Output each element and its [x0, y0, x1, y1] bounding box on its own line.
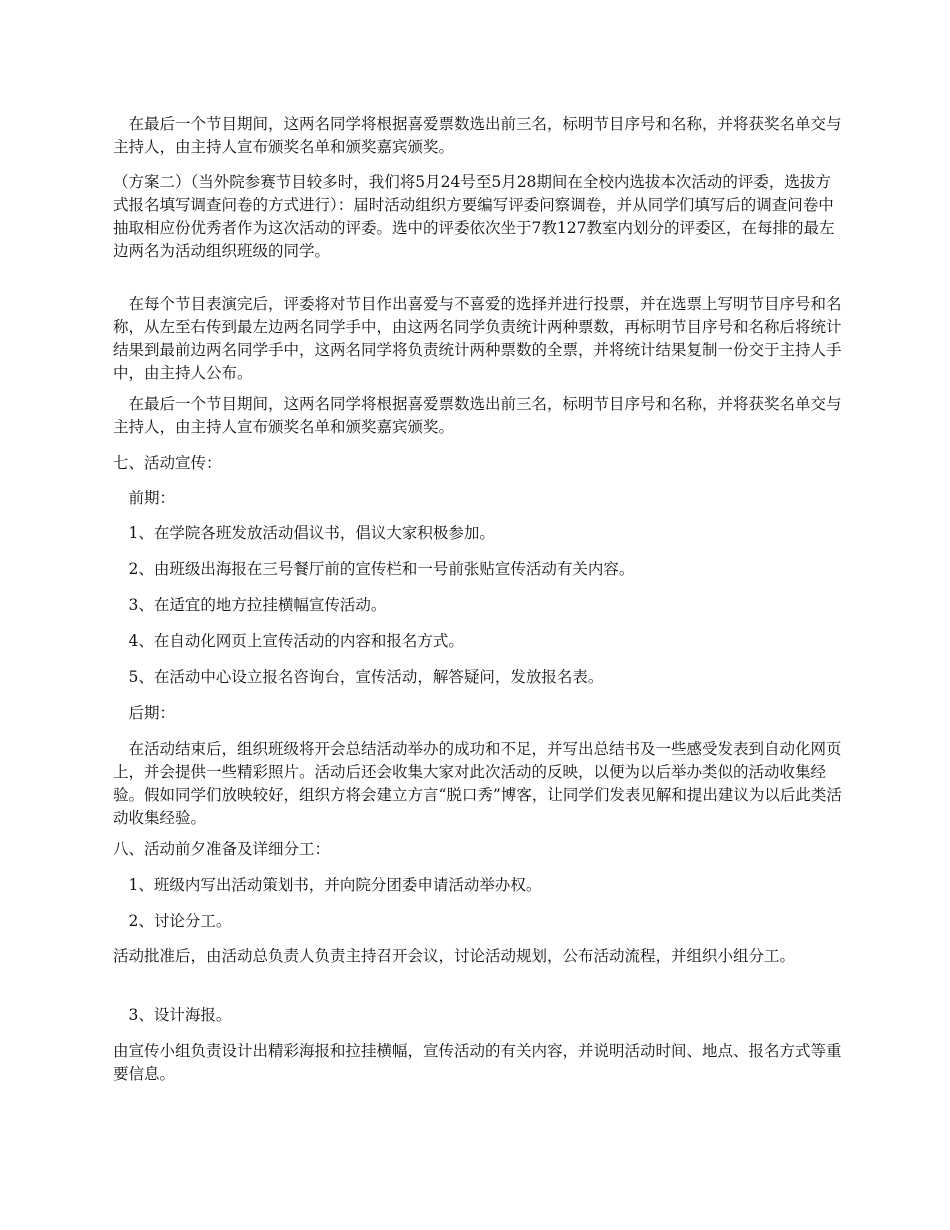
paragraph-plan-two: （方案二）（当外院参赛节目较多时，我们将5月24号至5月28期间在全校内选拔本次活动的评委，选拔方式报名填写调查问卷的方式进行）：届时活动组织方要编写评委问察调卷，并从同学们填写后的调查问卷中抽取相应份优秀者作为这次活动的评委。选中的评委依次坐于7教127教室内划分的评委区，在每排的最左边两名为活动组织班级的同学。 [113, 173, 835, 260]
section-heading-publicity: 七、活动宣传： [113, 454, 222, 472]
paragraph-award-announcement-2: 在最后一个节目期间，这两名同学将根据喜爱票数选出前三名，标明节目序号和名称，并将获奖名单交与主持人，由主持人宣布颁奖名单和颁奖嘉宾颁奖。 [113, 395, 842, 436]
paragraph-poster-design: 由宣传小组负责设计出精彩海报和拉挂横幅，宣传活动的有关内容，并说明活动时间、地点、报名方式等重要信息。 [113, 1042, 842, 1083]
list-item-publicity-1: 1、在学院各班发放活动倡议书，倡议大家积极参加。 [113, 524, 495, 542]
list-item-preparation-1: 1、班级内写出活动策划书，并向院分团委申请活动举办权。 [113, 876, 542, 894]
list-item-preparation-2: 2、讨论分工。 [113, 912, 232, 930]
subheading-early-stage: 前期： [113, 489, 176, 507]
list-item-preparation-3: 3、设计海报。 [113, 1006, 232, 1024]
subheading-later-stage: 后期： [113, 704, 176, 722]
list-item-publicity-2: 2、由班级出海报在三号餐厅前的宣传栏和一号前张贴宣传活动有关内容。 [113, 560, 635, 578]
paragraph-post-event-summary: 在活动结束后，组织班级将开会总结活动举办的成功和不足，并写出总结书及一些感受发表到自动化网页上，并会提供一些精彩照片。活动后还会收集大家对此次活动的反映，以便为以后举办类似的活动收集经验。假如同学们放映较好，组织方将会建立方言“脱口秀”博客，让同学们发表见解和提出建议为以后此类活动收集经验。 [113, 740, 842, 827]
section-heading-preparation: 八、活动前夕准备及详细分工： [113, 840, 331, 858]
paragraph-award-announcement-1: 在最后一个节目期间，这两名同学将根据喜爱票数选出前三名，标明节目序号和名称，并将获奖名单交与主持人，由主持人宣布颁奖名单和颁奖嘉宾颁奖。 [113, 115, 842, 156]
paragraph-division-of-labor: 活动批准后，由活动总负责人负责主持召开会议，讨论活动规划，公布活动流程，并组织小组分工。 [113, 947, 796, 965]
paragraph-voting-process: 在每个节目表演完后，评委将对节目作出喜爱与不喜爱的选择并进行投票，并在选票上写明节目序号和名称，从左至右传到最左边两名同学手中，由这两名同学负责统计两种票数，再标明节目序号和名称后将统计结果到最前边两名同学手中，这两名同学将负责统计两种票数的全票，并将统计结果复制一份交于主持人手中，由主持人公布。 [113, 295, 842, 382]
list-item-publicity-3: 3、在适宜的地方拉挂横幅宣传活动。 [113, 596, 387, 614]
list-item-publicity-4: 4、在自动化网页上宣传活动的内容和报名方式。 [113, 632, 464, 650]
list-item-publicity-5: 5、在活动中心设立报名咨询台，宣传活动，解答疑问，发放报名表。 [113, 668, 604, 686]
